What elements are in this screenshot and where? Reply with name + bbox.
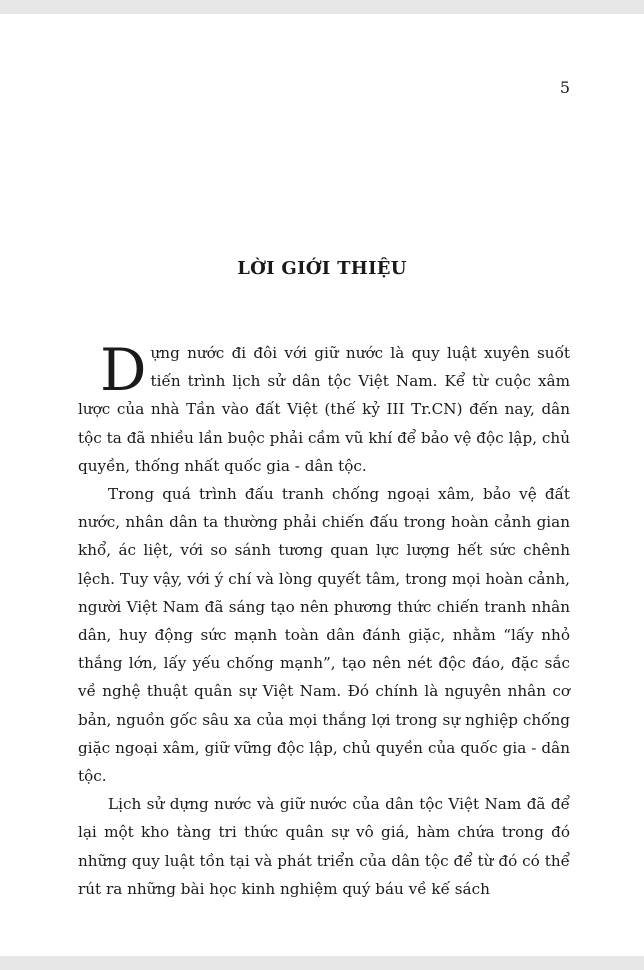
body-text bbox=[78, 336, 570, 903]
paragraph-2: Trong quá trình đấu tranh chống ngoại xâm, bảo vệ đất nước, nhân dân ta thường phải chiến đấu trong hoàn cảnh gian khổ, ác liệt, với so sánh tương quan lực lượng hết sức chênh lệch. Tuy vậy, với ý chí và lòng quyết tâm, trong mọi hoàn cảnh, người Việt Nam đã sáng tạo nên phương thức chiến tranh nhân dân, huy động sức mạnh toàn dân đánh giặc, nhằm “lấy nhỏ thắng lớn, lấy yếu chống mạnh”, tạo nên nét độc đáo, đặc sắc về nghệ thuật quân sự Việt Nam. Đó chính là nguyên nhân cơ bản, nguồn gốc sâu xa của mọi thắng lợi trong sự nghiệp chống giặc ngoại xâm, giữ vững độc lập, chủ quyền của quốc gia - dân tộc. bbox=[78, 485, 570, 786]
drop-cap: D bbox=[100, 336, 147, 404]
page-number: 5 bbox=[559, 78, 570, 97]
paragraph-3: Lịch sử dựng nước và giữ nước của dân tộc Việt Nam đã để lại một kho tàng tri thức quân sự vô giá, hàm chứa trong đó những quy luật tồn tại và phát triển của dân tộc để từ đó có thể rút ra những bài học kinh nghiệm quý báu về kế sách bbox=[78, 795, 570, 898]
chapter-title: LỜI GIỚI THIỆU bbox=[237, 258, 407, 279]
book-page bbox=[0, 14, 644, 956]
paragraph-1-text: ựng nước đi đôi với giữ nước là quy luật xuyên suốt tiến trình lịch sử dân tộc Việt Nam. Kể từ cuộc xâm lược của nhà Tần vào đất Việt (thế kỷ III Tr.CN) đến nay, dân tộc ta đã nhiều lần buộc phải cầm vũ khí để bảo vệ độc lập, chủ quyền, thống nhất quốc gia - dân tộc. bbox=[78, 344, 570, 475]
paragraph-1 bbox=[78, 336, 570, 480]
